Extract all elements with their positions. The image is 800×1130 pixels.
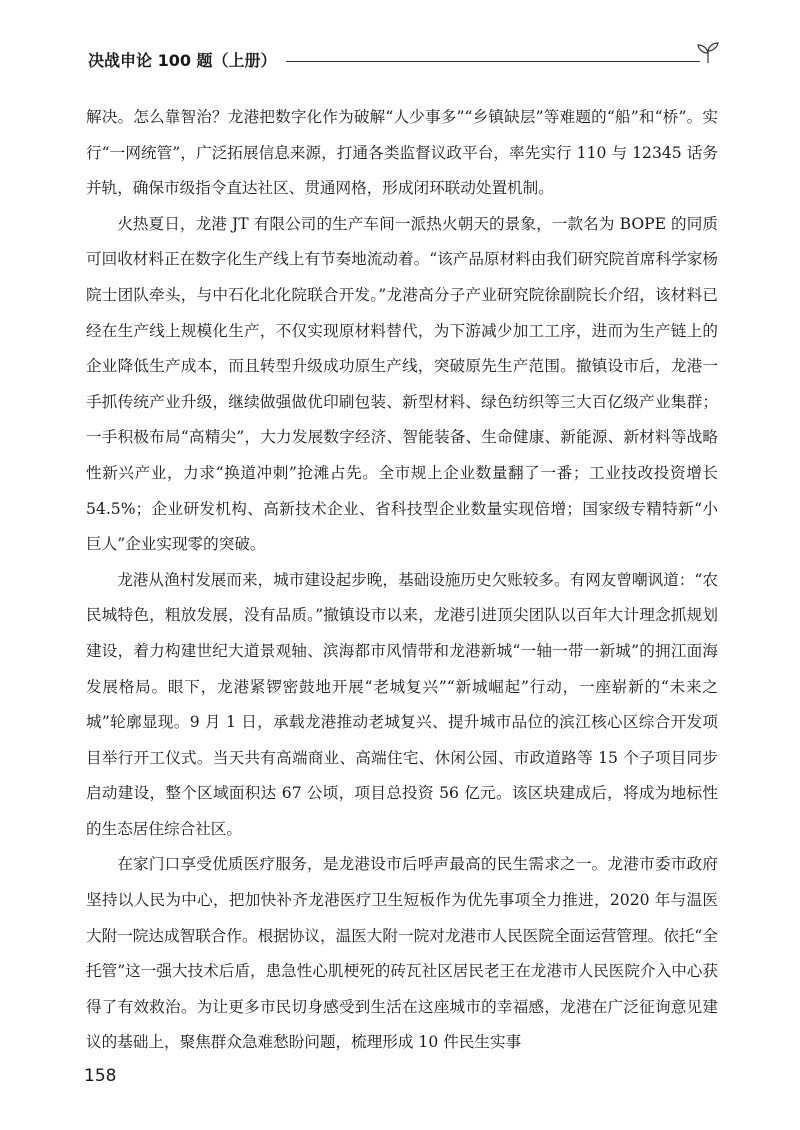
book-title: 决战申论 100 题（上册）: [88, 51, 277, 70]
paragraph-3: 龙港从渔村发展而来，城市建设起步晚，基础设施历史欠账较多。有网友曾嘲讽道：“农民城特色，粗放发展，没有品质。”撤镇设市以来，龙港引进顶尖团队以百年大计理念抓规划建设，着力构建世纪大道景观轴、滨海都市风情带和龙港新城“一轴一带一新城”的拥江面海发展格局。眼下，龙港紧锣密鼓地开展“老城复兴”“新城崛起”行动，一座崭新的“未来之城”轮廓显现。9 月 1 日，承载龙港推动老城复兴、提升城市品位的滨江核心区综合开发项目举行开工仪式。当天共有高端商业、高端住宅、休闲公园、市政道路等 15 个子项目同步启动建设，整个区域面积达 67 公顷，项目总投资 56 亿元。该区块建成后，将成为地标性的生态居住综合社区。: [86, 570, 718, 838]
paragraph-1: 解决。怎么靠智治？龙港把数字化作为破解“人少事多”“乡镇缺层”等难题的“船”和“桥”。实行“一网统管”，广泛拓展信息来源，打通各类监督议政平台，率先实行 110 与 12345 话务并轨，确保市级指令直达社区、贯通网格，形成闭环联动处置机制。: [86, 108, 718, 198]
paragraph-4: 在家门口享受优质医疗服务，是龙港设市后呼声最高的民生需求之一。龙港市委市政府坚持以人民为中心，把加快补齐龙港医疗卫生短板作为优先事项全力推进，2020 年与温医大附一院达成智联合作。根据协议，温医大附一院对龙港市人民医院全面运营管理。依托“全托管”这一强大技术后盾，患急性心肌梗死的砖瓦社区居民老王在龙港市人民医院介入中心获得了有效救治。为让更多市民切身感受到生活在这座城市的幸福感，龙港在广泛征询意见建议的基础上，聚焦群众急难愁盼问题，梳理形成 10 件民生实事: [86, 855, 718, 1052]
article-body: [86, 100, 718, 1061]
page-number: 158: [84, 1066, 117, 1086]
sprout-icon: [696, 42, 720, 64]
paragraph-2: 火热夏日，龙港 JT 有限公司的生产车间一派热火朝天的景象，一款名为 BOPE 的同质可回收材料正在数字化生产线上有节奏地流动着。“该产品原材料由我们研究院首席科学家杨院士团队牵头，与中石化北化院联合开发。”龙港高分子产业研究院徐副院长介绍，该材料已经在生产线上规模化生产，不仅实现原材料替代，为下游减少加工工序，进而为生产链上的企业降低生产成本，而且转型升级成功原生产线，突破原先生产范围。撤镇设市后，龙港一手抓传统产业升级，继续做强做优印刷包装、新型材料、绿色纺织等三大百亿级产业集群；一手积极布局“高精尖”，大力发展数字经济、智能装备、生命健康、新能源、新材料等战略性新兴产业，力求“换道冲刺”抢滩占先。全市规上企业数量翻了一番；工业技改投资增长 54.5%；企业研发机构、高新技术企业、省科技型企业数量实现倍增；国家级专精特新“小巨人”企业实现零的突破。: [86, 214, 718, 554]
header-rule: [286, 61, 700, 62]
running-header: [88, 42, 720, 72]
